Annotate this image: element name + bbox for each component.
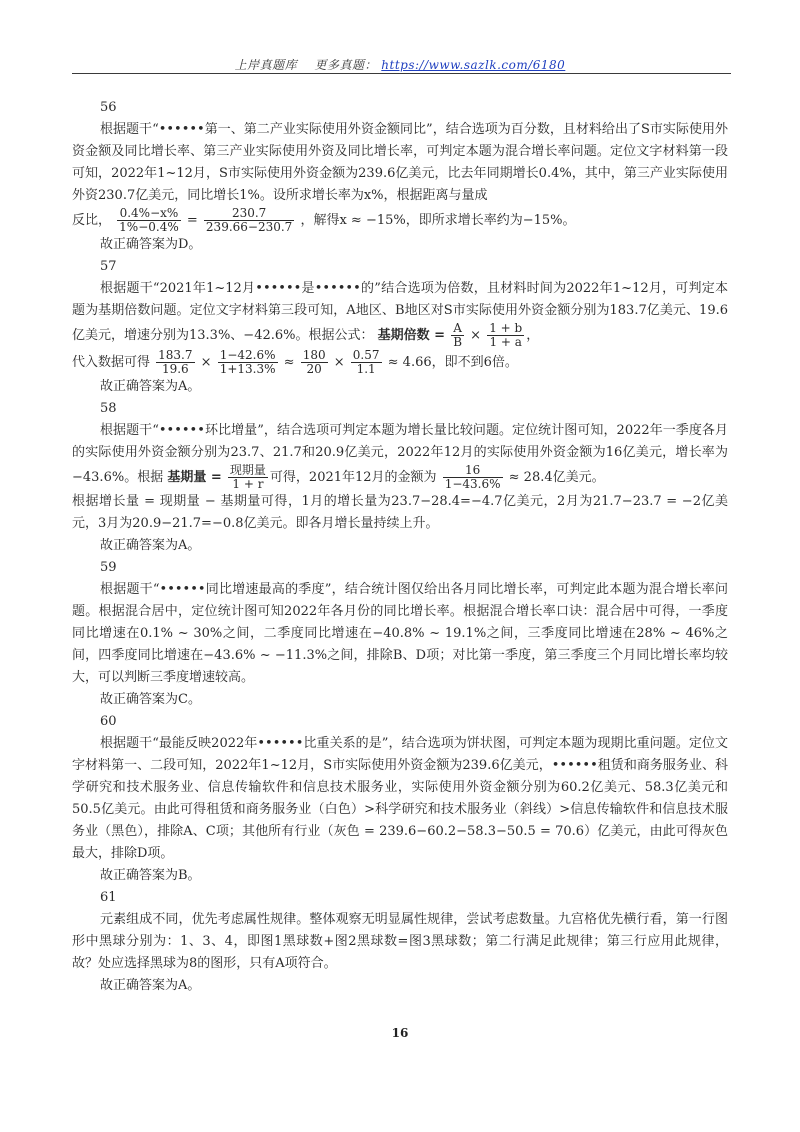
- q56-formula-prefix: 反比，: [72, 213, 112, 228]
- header-divider: [72, 73, 731, 74]
- question-59-answer: 故正确答案为C。: [100, 692, 201, 707]
- question-60-answer: 故正确答案为B。: [100, 868, 201, 883]
- fraction: [204, 207, 294, 234]
- fraction-numerator: 183.7: [158, 348, 193, 362]
- question-number: 56: [100, 100, 117, 115]
- fraction-numerator: 16: [443, 464, 503, 478]
- q57-comma: ，: [526, 328, 540, 343]
- fraction-denominator: 1 + r: [232, 477, 264, 491]
- fraction-numerator: 180: [302, 348, 326, 362]
- question-56-analysis: [72, 119, 728, 207]
- fraction-numerator: 1 + b: [489, 321, 523, 335]
- fraction: [228, 464, 268, 491]
- question-61-analysis: 元素组成不同，优先考虑属性规律。整体观察无明显属性规律，尝试考虑数量。九宫格优先横行看，第一行图形中黑球分别为：1、3、4，即图1黑球数+图2黑球数=图3黑球数；第二行满足此规律；第三行应用此规律，故？处应选择黑球为8的图形，只有A项符合。: [72, 912, 728, 971]
- question-58-analysis-2: 根据增长量 = 现期量 − 基期量可得，1月的增长量为23.7−28.4=−4.7亿美元，2月为21.7−23.7 = −2亿美元，3月为20.9−21.7=−0.8亿美元。即各月增长量持续上升。: [72, 494, 728, 531]
- q56-text: 根据题干“••••••第一、第二产业实际使用外资金额同比”，结合选项为百分数，且材料给出了S市实际使用外资金额及同比增长率、第三产业实际使用外资及同比增长率，可判定本题为混合增长率问题。定位文字材料第一段可知，2022年1~12月，S市实际使用外资金额为239.6亿美元，比去年同期增长0.4%，其中，第三产业实际使用外资230.7亿美元，同比增长1%。设所求增长率为x%，根据距离与量成: [72, 122, 728, 203]
- fraction: [218, 349, 278, 376]
- question-number: 58: [100, 401, 117, 416]
- fraction: [487, 322, 524, 349]
- fraction: [443, 464, 503, 491]
- fraction-denominator: B: [453, 335, 463, 349]
- fraction-denominator: 239.66−230.7: [205, 220, 293, 234]
- q58-formula-label: 基期量 =: [167, 470, 222, 485]
- q57-formula-suffix: ≈ 4.66，即不到6倍。: [387, 355, 518, 370]
- fraction: [451, 322, 464, 349]
- q58-text: 根据题干“••••••环比增量”，结合选项可判定本题为增长量比较问题。定位统计图可知，2022年一季度各月的实际使用外资金额分别为23.7、21.7和20.9亿美元，2022年12月的实际使用外资金额为16亿美元，增长率为−43.6%。根据: [72, 423, 728, 485]
- times-sign: ×: [200, 355, 212, 370]
- question-57-analysis: [72, 278, 728, 349]
- fraction-numerator: 0.57: [352, 348, 380, 362]
- question-59-analysis: 根据题干“••••••同比增速最高的季度”，结合统计图仅给出各月同比增长率，可判定此本题为混合增长率问题。根据混合居中，定位统计图可知2022年各月份的同比增长率。根据混合增长率口诀：混合居中可得，一季度同比增速在0.1% ~ 30%之间，二季度同比增速在−40.8% ~ 19.1%之间，三季度同比增速在28% ~ 46%之间，四季度同比增速在−43.6% ~ −11.3%之间，排除B、D项；对比第一季度，第三季度三个月同比增长率均较大，可以判断三季度增速较高。: [72, 582, 728, 685]
- question-57-formula-line: [72, 349, 728, 376]
- question-60-analysis: 根据题干“最能反映2022年••••••比重关系的是”，结合选项为饼状图，可判定本题为现期比重问题。定位文字材料第一、二段可知，2022年1~12月，S市实际使用外资金额为239.6亿美元，••••••租赁和商务服务业、科学研究和技术服务业、信息传输软件和信息技术服务业，实际使用外资金额分别为60.2亿美元、58.3亿美元和50.5亿美元。由此可得租赁和商务服务业（白色）>科学研究和技术服务业（斜线）>信息传输软件和信息技术服务业（黑色），排除A、C项；其他所有行业（灰色 = 239.6−60.2−58.3−50.5 = 70.6）亿美元，由此可得灰色最大，排除D项。: [72, 736, 728, 861]
- question-number: 60: [100, 714, 117, 729]
- question-57-answer: 故正确答案为A。: [100, 379, 201, 394]
- fraction-denominator: 1.1: [356, 362, 376, 376]
- fraction: [117, 207, 181, 234]
- question-number: 57: [100, 259, 117, 274]
- equals-sign: =: [186, 213, 198, 228]
- fraction-denominator: 1%−0.4%: [119, 220, 179, 234]
- fraction: [301, 349, 328, 376]
- question-number: 59: [100, 560, 117, 575]
- page-header: [0, 56, 800, 73]
- header-site: 上岸真题库: [234, 58, 298, 72]
- header-url-link[interactable]: https://www.sazlk.com/6180: [381, 58, 566, 72]
- q56-formula-suffix: ，解得x ≈ −15%，即所求增长率约为−15%。: [300, 213, 576, 228]
- question-61-answer: 故正确答案为A。: [100, 978, 201, 993]
- question-58-answer: 故正确答案为A。: [100, 538, 201, 553]
- times-sign: ×: [470, 328, 482, 343]
- fraction-denominator: 1−43.6%: [444, 477, 501, 491]
- page-content: [72, 97, 728, 997]
- question-number: 61: [100, 890, 117, 905]
- q58-text-mid: 可得，2021年12月的金额为: [269, 470, 437, 485]
- question-58-analysis: [72, 420, 728, 491]
- q57-formula-label: 基期倍数 =: [377, 328, 446, 343]
- question-56-answer: 故正确答案为D。: [100, 237, 202, 252]
- times-sign: ×: [333, 355, 345, 370]
- q57-formula-prefix: 代入数据可得: [72, 355, 151, 370]
- fraction-numerator: 现期量: [229, 463, 266, 477]
- page-number: 16: [391, 1026, 409, 1040]
- fraction-denominator: 19.6: [161, 362, 189, 376]
- q57-text: 根据题干“2021年1~12月••••••是••••••的”结合选项为倍数，且材料时间为2022年1~12月，可判定本题为基期倍数问题。定位文字材料第三段可知，A地区、B地区对S市实际使用外资金额分别为183.7亿美元、19.6亿美元，增速分别为13.3%、−42.6%。根据公式：: [72, 281, 728, 343]
- fraction-numerator: 1−42.6%: [219, 348, 276, 362]
- fraction: [156, 349, 194, 376]
- fraction-numerator: A: [451, 322, 464, 336]
- fraction-denominator: 1+13.3%: [219, 362, 276, 376]
- question-56-formula-line: [72, 207, 728, 234]
- approx-sign: ≈: [283, 355, 295, 370]
- header-label: 更多真题：: [314, 58, 377, 72]
- fraction: [351, 349, 382, 376]
- fraction-numerator: 0.4%−x%: [117, 207, 181, 221]
- fraction-denominator: 1 + a: [489, 335, 522, 349]
- fraction-numerator: 230.7: [204, 207, 294, 221]
- fraction-denominator: 20: [306, 362, 322, 376]
- q58-text-mid-post: ≈ 28.4亿美元。: [508, 470, 605, 485]
